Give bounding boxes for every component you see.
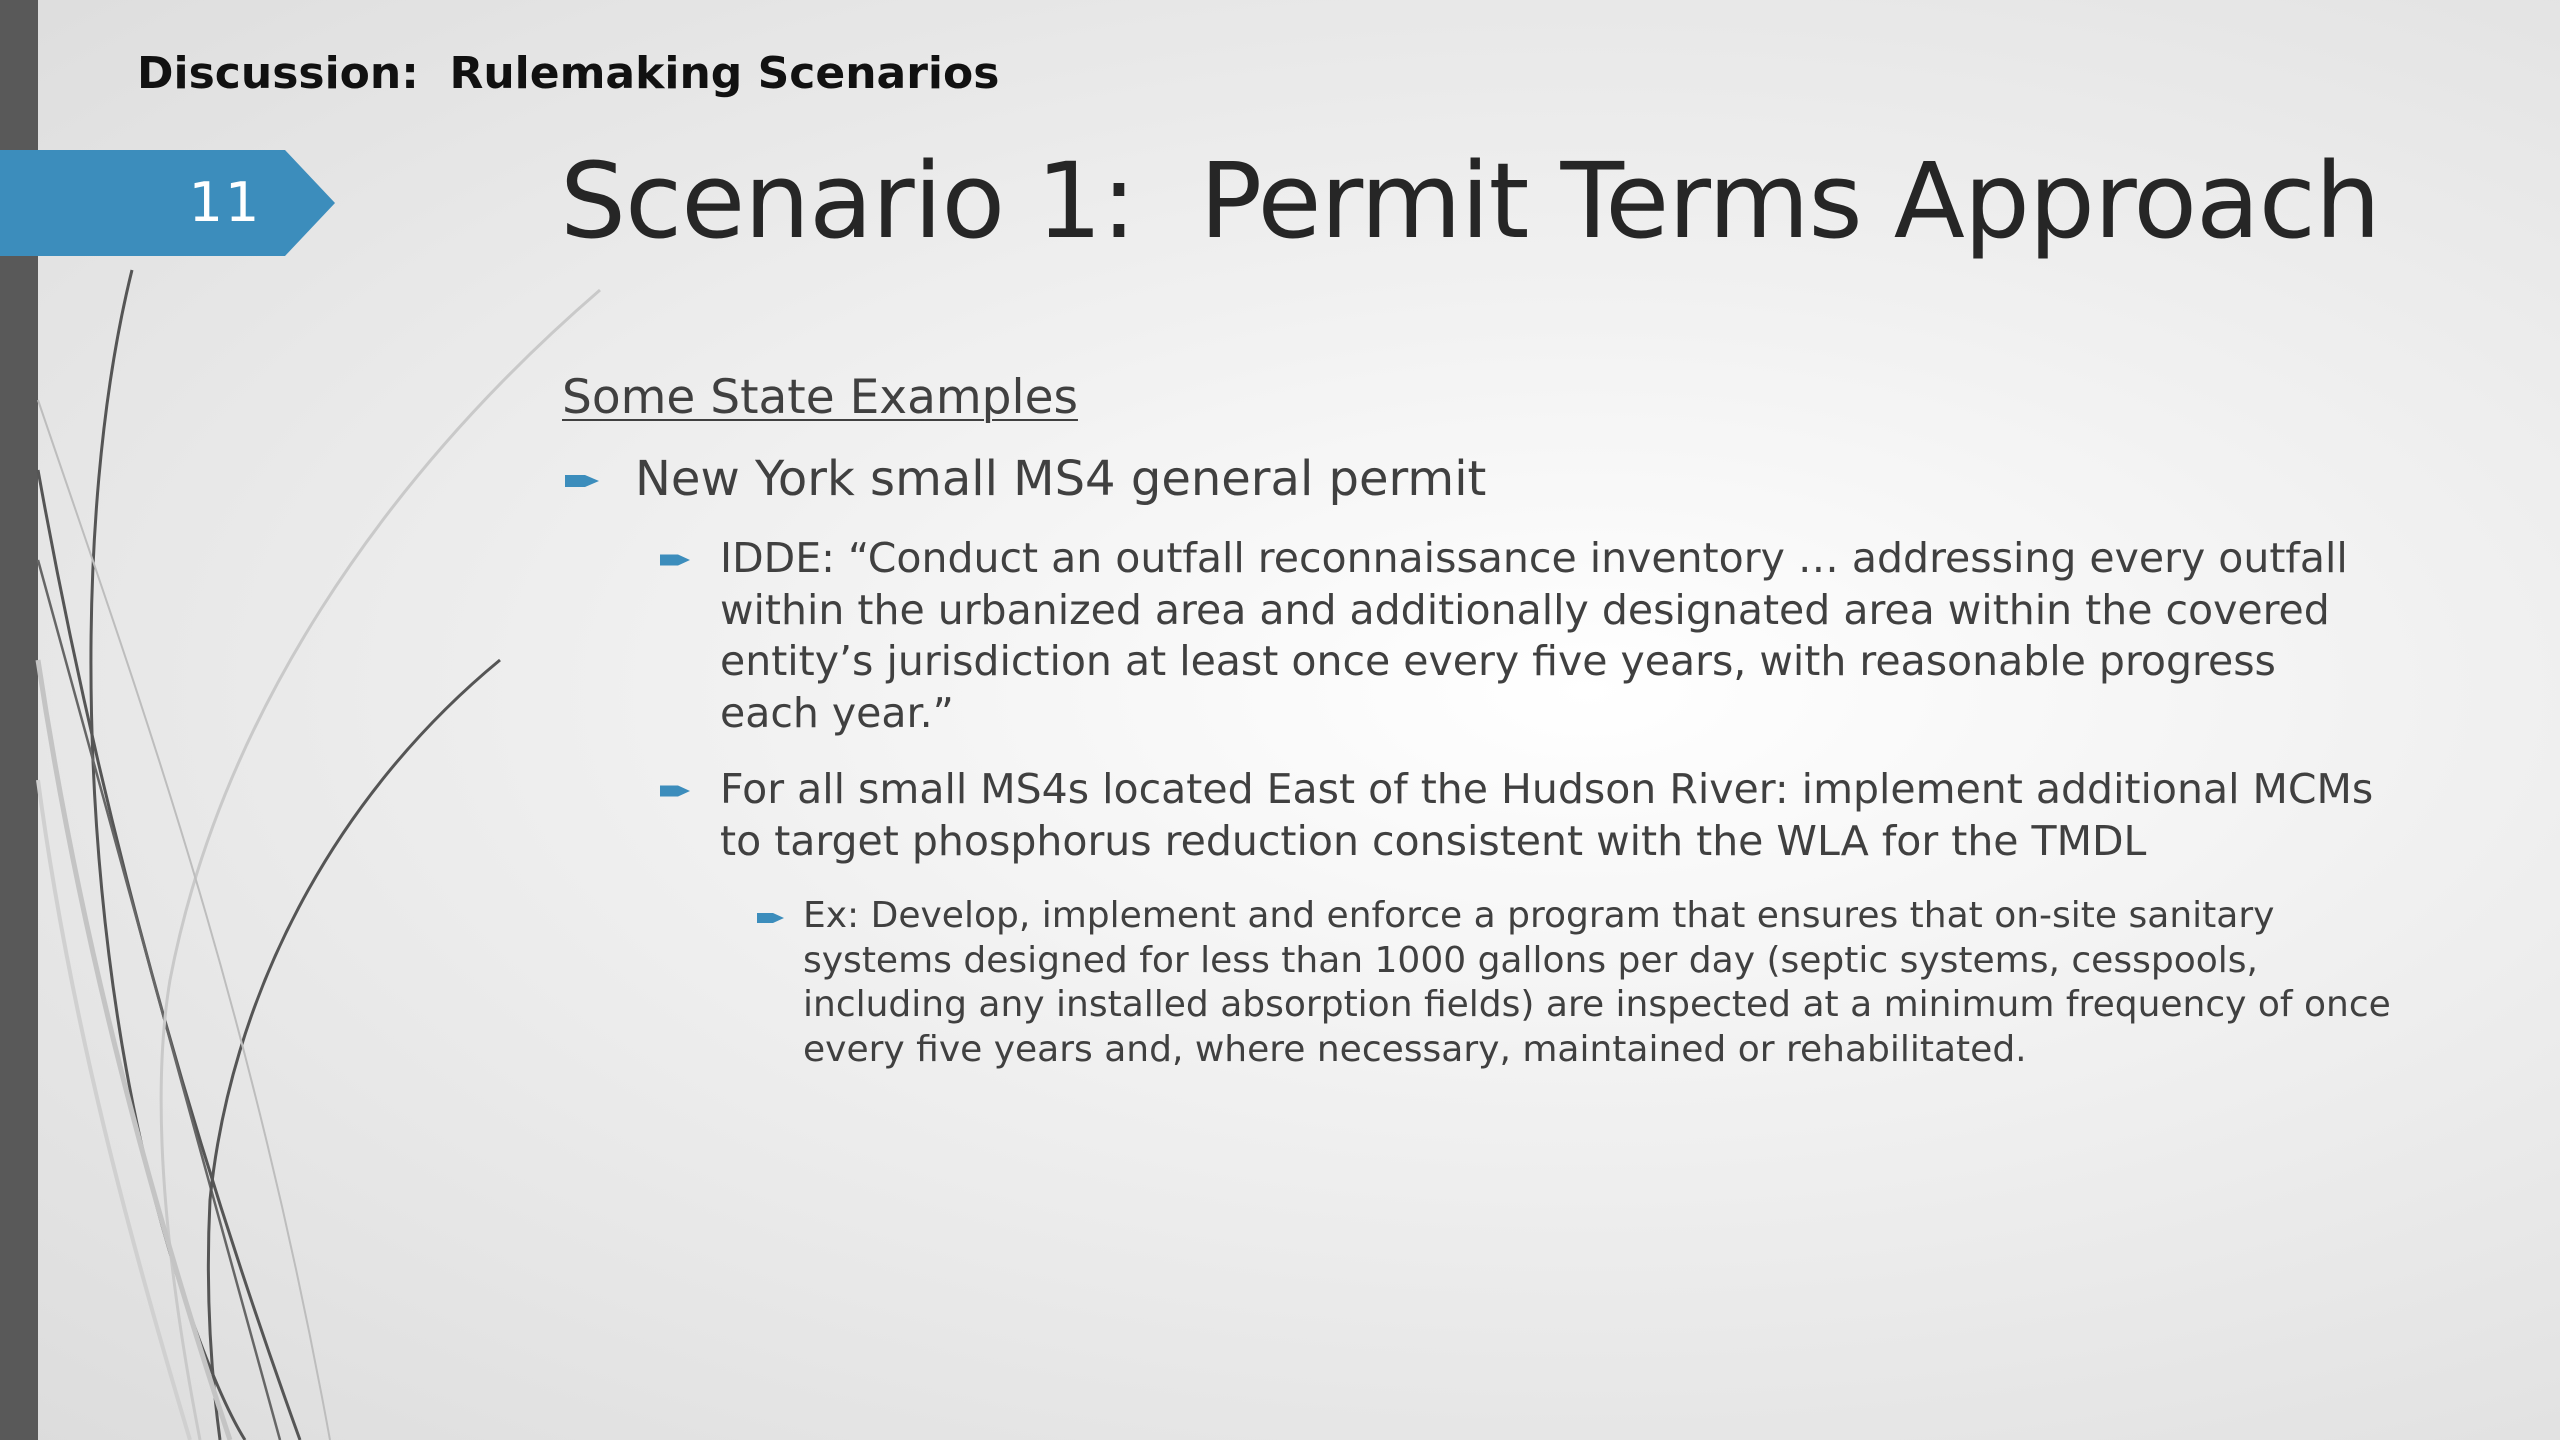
slide-number-tab xyxy=(0,150,335,256)
bullet-item-level-2 xyxy=(660,764,2380,867)
arrow-bullet-icon xyxy=(660,782,720,800)
subhead-state-examples: Some State Examples xyxy=(562,370,1078,425)
arrow-bullet-icon xyxy=(757,910,803,926)
slide-title: Scenario 1: Permit Terms Approach xyxy=(560,140,2380,262)
bullet-text: New York small MS4 general permit xyxy=(635,451,1487,507)
section-title: Discussion: Rulemaking Scenarios xyxy=(137,48,1000,99)
bullet-text: Ex: Develop, implement and enforce a program that ensures that on-site sanitary systems designed for less than 1000 gallons per day (septic systems, cesspools, including any installed absorption fields) are inspected at a minimum frequency of once every five years and, where necessary, maintained or rehabilitated. xyxy=(803,895,2391,1071)
bullet-text: IDDE: “Conduct an outfall reconnaissance inventory … addressing every outfall within the urbanized area and additionally designated area within the covered entity’s jurisdiction at least once every five years, with reasonable progress each year.” xyxy=(720,534,2348,737)
arrow-bullet-icon xyxy=(565,471,635,491)
bullet-item-level-1 xyxy=(565,451,1486,507)
bullet-item-level-2 xyxy=(660,533,2380,739)
bullet-text: For all small MS4s located East of the Hudson River: implement additional MCMs to target phosphorus reduction consistent with the WLA for the TMDL xyxy=(720,765,2374,865)
slide-number: 11 xyxy=(188,171,262,234)
arrow-bullet-icon xyxy=(660,551,720,569)
bullet-item-level-3 xyxy=(757,894,2407,1073)
